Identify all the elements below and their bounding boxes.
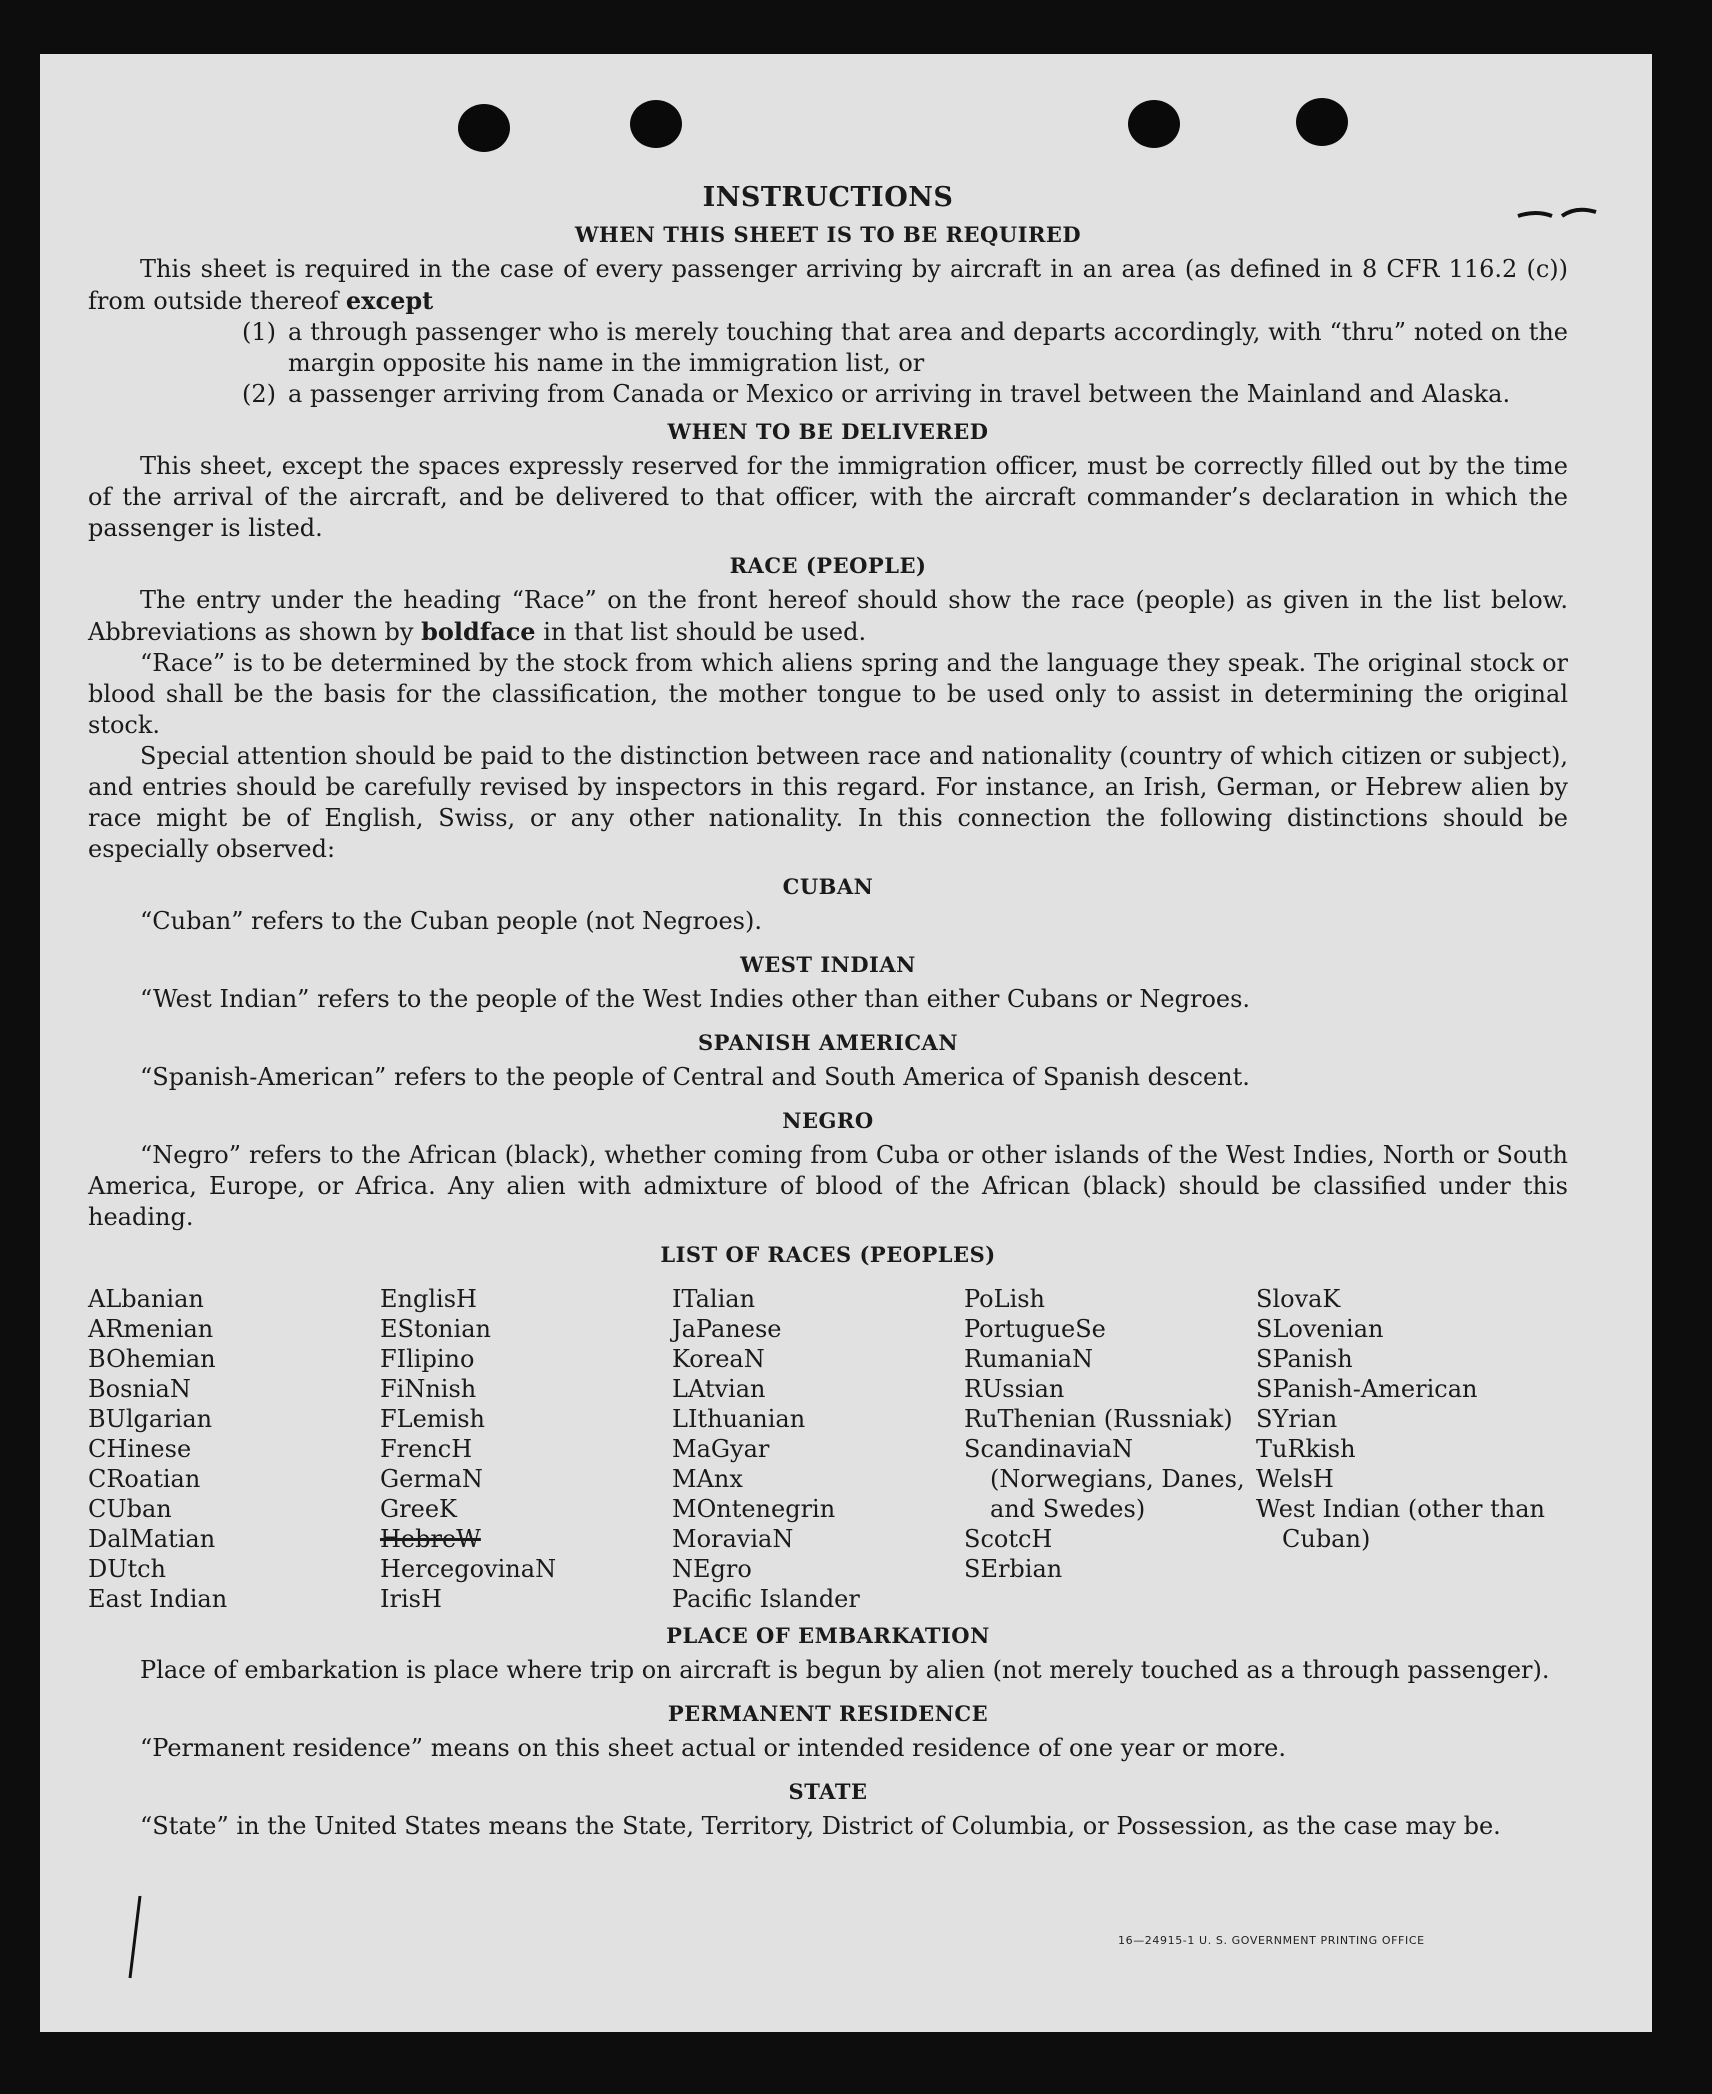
list-item: FiNnish [380, 1375, 477, 1403]
punch-hole-2 [630, 100, 682, 148]
list-item: FrencH [380, 1435, 473, 1463]
embarkation-text: Place of embarkation is place where trip on aircraft is begun by alien (not merely touched as a through passenger). [140, 1656, 1550, 1684]
list-item: RuThenian (Russniak) [964, 1405, 1233, 1433]
state-text: “State” in the United States means the State, Territory, District of Columbia, or Possession, as the case may be. [140, 1812, 1501, 1840]
heading-delivered: WHEN TO BE DELIVERED [667, 419, 989, 444]
heading-embarkation: PLACE OF EMBARKATION [666, 1623, 990, 1648]
list-item: BOhemian [88, 1345, 216, 1373]
list-item: NEgro [672, 1555, 752, 1583]
list-item: DalMatian [88, 1525, 216, 1553]
races-column-4 [964, 1284, 1256, 1614]
punch-hole-4 [1296, 98, 1348, 146]
list-item: RUssian [964, 1375, 1065, 1403]
races-column-1 [88, 1284, 380, 1614]
punch-hole-3 [1128, 100, 1180, 148]
list-item: West Indian (other than Cuban) [1256, 1495, 1545, 1553]
delivered-text: This sheet, except the spaces expressly reserved for the immigration officer, must be correctly filled out by the time of the arrival of the aircraft, and be delivered to that officer, with the aircraft commander’s declaration in which the passenger is listed. [88, 452, 1568, 542]
heading-state: STATE [788, 1779, 868, 1804]
races-column-2 [380, 1284, 672, 1614]
race-paragraph-3: Special attention should be paid to the distinction between race and nationality (country of which citizen or subject), and entries should be carefully revised by inspectors in this regard. For instance, an Irish, German, or Hebrew alien by race might be of English, Swiss, or any other nationality. In this connection the following distinctions should be especially observed: [88, 742, 1568, 863]
list-item: FLemish [380, 1405, 485, 1433]
list-item: ARmenian [88, 1315, 214, 1343]
list-item: LIthuanian [672, 1405, 806, 1433]
residence-text: “Permanent residence” means on this sheet actual or intended residence of one year or more. [140, 1734, 1286, 1762]
list-item: MOntenegrin [672, 1495, 836, 1523]
list-item: ScandinaviaN (Norwegians, Danes, and Swedes) [964, 1435, 1245, 1523]
heading-spanish-american: SPANISH AMERICAN [697, 1030, 959, 1055]
list-item: ScotcH [964, 1525, 1053, 1553]
list-item: MaGyar [672, 1435, 770, 1463]
list-item: DUtch [88, 1555, 167, 1583]
race-paragraph-2: “Race” is to be determined by the stock from which aliens spring and the language they speak. The original stock or blood shall be the basis for the classification, the mother tongue to be used only to assist in determining the original stock. [88, 649, 1568, 739]
list-item: RumaniaN [964, 1345, 1094, 1373]
page-title: INSTRUCTIONS [702, 182, 954, 213]
list-item: SLovenian [1256, 1315, 1384, 1343]
list-item: ITalian [672, 1285, 756, 1313]
required-item-1: (1) a through passenger who is merely touching that area and departs accordingly, with “thru” noted on the margin opposite his name in the immigration list, or [242, 318, 1568, 377]
list-item: IrisH [380, 1585, 442, 1613]
list-item: SlovaK [1256, 1285, 1341, 1313]
heading-required: WHEN THIS SHEET IS TO BE REQUIRED [574, 222, 1082, 247]
race-paragraph-1: The entry under the heading “Race” on the front hereof should show the race (people) as given in the list below. Abbreviations as shown by boldface in that list should be used. [88, 586, 1568, 646]
printing-office-footer: 16—24915-1 U. S. GOVERNMENT PRINTING OFFICE [1118, 1934, 1425, 1947]
list-item: SPanish [1256, 1345, 1353, 1373]
races-column-3 [672, 1284, 964, 1614]
list-item: MoraviaN [672, 1525, 794, 1553]
cuban-text: “Cuban” refers to the Cuban people (not Negroes). [140, 907, 762, 935]
list-item: MAnx [672, 1465, 743, 1493]
required-intro: This sheet is required in the case of every passenger arriving by aircraft in an area (as defined in 8 CFR 116.2 (c)) from outside thereof except [88, 255, 1568, 315]
list-item: PoLish [964, 1285, 1046, 1313]
list-item: East Indian [88, 1585, 228, 1613]
instructions-content [88, 182, 1568, 1842]
negro-text: “Negro” refers to the African (black), whether coming from Cuba or other islands of the West Indies, North or South America, Europe, or Africa. Any alien with admixture of blood of the African (black) should be classified under this heading. [88, 1141, 1568, 1231]
spanish-american-text: “Spanish-American” refers to the people of Central and South America of Spanish descent. [140, 1063, 1250, 1091]
list-item: SYrian [1256, 1405, 1338, 1433]
list-item: ALbanian [88, 1285, 204, 1313]
list-item: CHinese [88, 1435, 192, 1463]
pencil-check-icon [124, 1894, 144, 1980]
west-indian-text: “West Indian” refers to the people of the West Indies other than either Cubans or Negroes. [140, 985, 1251, 1013]
list-item: JaPanese [672, 1315, 782, 1343]
list-item: SErbian [964, 1555, 1063, 1583]
list-item: LAtvian [672, 1375, 766, 1403]
list-item: Pacific Islander [672, 1585, 860, 1613]
list-item: EStonian [380, 1315, 491, 1343]
list-item: GreeK [380, 1495, 457, 1523]
heading-west-indian: WEST INDIAN [740, 952, 916, 977]
races-list [88, 1284, 1568, 1614]
required-item-2: (2) a passenger arriving from Canada or Mexico or arriving in travel between the Mainland and Alaska. [242, 380, 1511, 408]
list-item: FIlipino [380, 1345, 475, 1373]
list-item-struck: HebreW [380, 1525, 481, 1553]
list-item: WelsH [1256, 1465, 1334, 1493]
list-item: EnglisH [380, 1285, 477, 1313]
punch-hole-1 [458, 104, 510, 152]
list-item: SPanish-American [1256, 1375, 1478, 1403]
list-item: TuRkish [1256, 1435, 1356, 1463]
list-item: HercegovinaN [380, 1555, 557, 1583]
heading-cuban: CUBAN [782, 874, 874, 899]
list-item: BUlgarian [88, 1405, 213, 1433]
heading-list-of-races: LIST OF RACES (PEOPLES) [660, 1242, 996, 1267]
heading-negro: NEGRO [782, 1108, 874, 1133]
document-sheet [40, 54, 1652, 2032]
heading-race: RACE (PEOPLE) [729, 553, 927, 578]
list-item: PortugueSe [964, 1315, 1106, 1343]
list-item: GermaN [380, 1465, 483, 1493]
list-item: BosniaN [88, 1375, 191, 1403]
heading-permanent-residence: PERMANENT RESIDENCE [667, 1701, 989, 1726]
races-column-5 [1256, 1284, 1568, 1614]
list-item: KoreaN [672, 1345, 765, 1373]
list-item: CRoatian [88, 1465, 201, 1493]
list-item: CUban [88, 1495, 172, 1523]
